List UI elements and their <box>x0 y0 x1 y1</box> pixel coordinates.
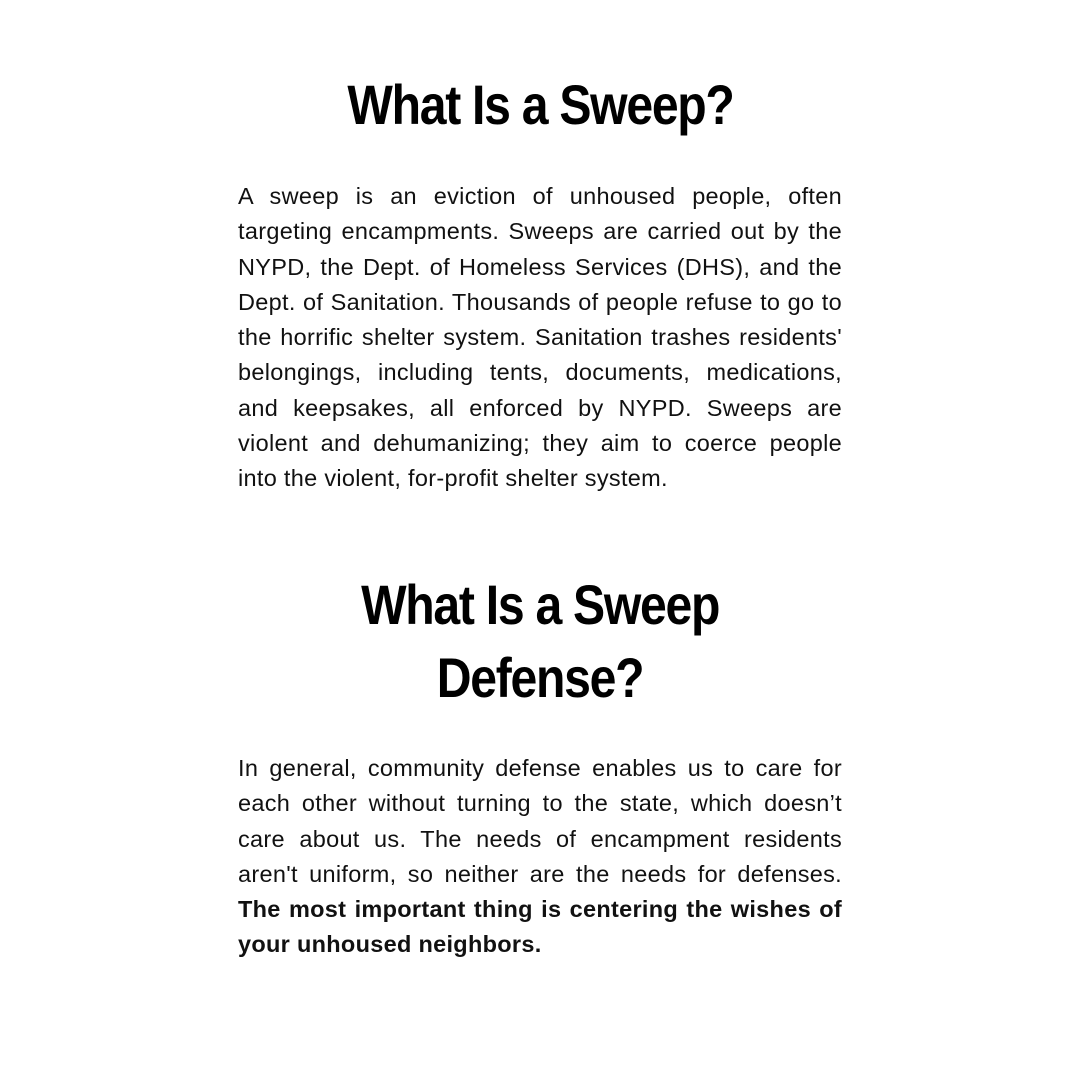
emphasis-text: The most important thing is centering the wishes of your unhoused neighbors. <box>238 896 842 958</box>
title-line-2: Defense? <box>436 646 644 709</box>
sweep-defense-paragraph <box>238 751 842 963</box>
sweep-definition-paragraph: A sweep is an eviction of unhoused people, often targeting encampments. Sweeps are carried out by the NYPD, the Dept. of Homeless Services (DHS), and the Dept. of Sanitation. Thousands of people refuse to go to the horrific shelter system. Sanitation trashes residents' belongings, including tents, documents, medications, and keepsakes, all enforced by NYPD. Sweeps are violent and dehumanizing; they aim to coerce people into the violent, for-profit shelter system. <box>238 183 842 492</box>
section-title-what-is-a-sweep <box>0 68 1080 141</box>
paragraph-text: In general, community defense enables us to care for each other without turning to the state, which doesn’t care about us. The needs of encampment residents aren't uniform, so neither are the needs for defenses. <box>238 755 842 887</box>
section-title-sweep-defense <box>0 568 1080 714</box>
title-line-1: What Is a Sweep <box>360 573 719 636</box>
title-text: What Is a Sweep? <box>346 73 734 136</box>
